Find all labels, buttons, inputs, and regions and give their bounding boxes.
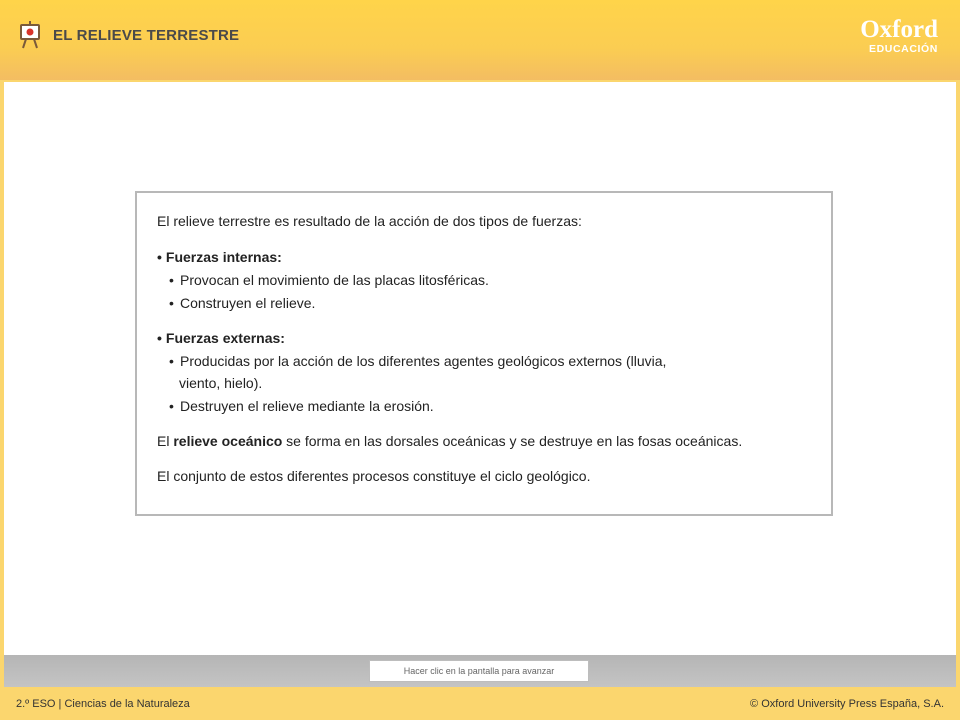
- internal-forces-heading: • Fuerzas internas:: [157, 249, 282, 265]
- advance-button[interactable]: Hacer clic en la pantalla para avanzar: [369, 660, 589, 682]
- list-item: • Destruyen el relieve mediante la erosión.: [169, 398, 434, 414]
- closing-text: El conjunto de estos diferentes procesos constituye el ciclo geológico.: [157, 468, 591, 484]
- presentation-board-icon: [18, 20, 42, 50]
- copyright-label: © Oxford University Press España, S.A.: [750, 698, 944, 710]
- list-item: • Producidas por la acción de los diferentes agentes geológicos externos (lluvia,: [169, 353, 667, 369]
- list-item-continuation: viento, hielo).: [179, 375, 263, 391]
- external-forces-heading: • Fuerzas externas:: [157, 330, 285, 346]
- intro-text: El relieve terrestre es resultado de la acción de dos tipos de fuerzas:: [157, 213, 582, 229]
- content-card: [135, 191, 833, 516]
- list-item: • Provocan el movimiento de las placas litosféricas.: [169, 272, 489, 288]
- course-label: 2.º ESO | Ciencias de la Naturaleza: [16, 698, 190, 710]
- section-bullet: •: [157, 249, 162, 265]
- oxford-logo: [860, 18, 938, 55]
- brand-subtitle: EDUCACIÓN: [869, 43, 938, 55]
- list-item: • Construyen el relieve.: [169, 295, 316, 311]
- page-title: EL RELIEVE TERRESTRE: [53, 27, 240, 44]
- section-bullet: •: [157, 330, 162, 346]
- brand-name: Oxford: [860, 16, 938, 43]
- oceanic-relief-text: El relieve oceánico se forma en las dorsales oceánicas y se destruye en las fosas oceánicas.: [157, 433, 743, 449]
- header-bar: [0, 0, 960, 80]
